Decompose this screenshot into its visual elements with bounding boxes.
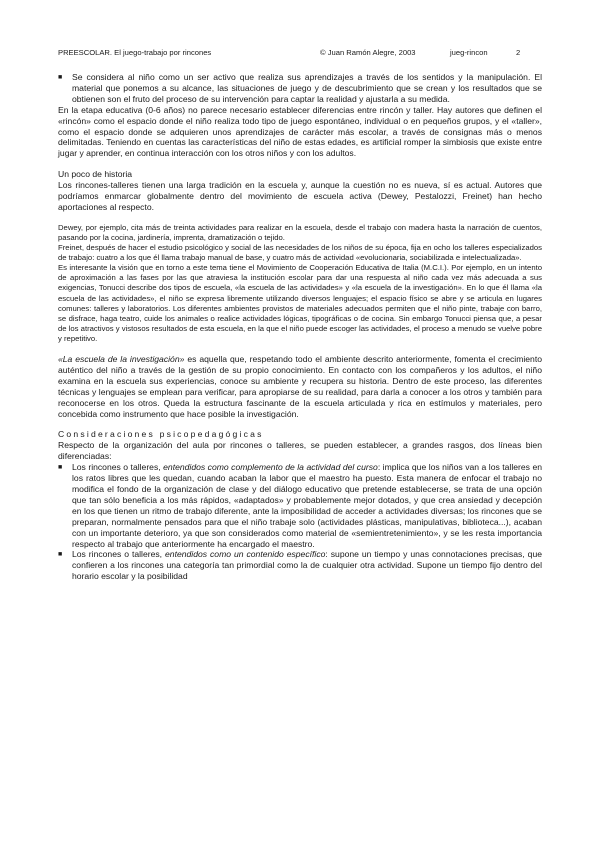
header-document-title: PREESCOLAR. El juego-trabajo por rincones bbox=[58, 48, 212, 57]
header-file-name: jueg-rincon bbox=[450, 48, 488, 57]
paragraph-freinet: Freinet, después de hacer el estudio psicológico y social de las necesidades de los niños de su época, fija en ocho los talleres especializados de trabajo: cuatro a los que él llama trabajo manual de base, y cuatro más de actividad «evolucionaria, sociabilizada e intelectualizada». bbox=[58, 243, 542, 263]
header-page-number: 2 bbox=[516, 48, 521, 57]
bullet-item-intro bbox=[58, 72, 542, 105]
bullet-contenido-text bbox=[72, 549, 542, 582]
bullet-contenido-emphasis: entendidos como un contenido específico bbox=[165, 549, 326, 560]
bullet-complemento-lead: Los rincones o talleres, bbox=[72, 462, 164, 473]
paragraph-tonucci: Es interesante la visión que en torno a este tema tiene el Movimiento de Cooperación Educativa de Italia (M.C.I.). Por ejemplo, en un intento de aproximación a las fases por las que atraviesa la institución escolar para dar una respuesta al niño cada vez más adecuada a sus exigencias, Tonucci describe dos tipos de escuela, «la escuela de las actividades» y «la escuela de la investigación». En lo que él llama «la escuela de las actividades», el niño se expresa libremente utilizando diversos lenguajes; el espacio físico se abre y se articula en lugares comunes: talleres y laboratorios. Los diferentes ambientes provistos de materiales adecuados permiten que el niño pinte, trabaje con barro, se disfrace, haga teatro, cuide los animales o realice actividades lógicas, tipográficas o de cocina. Sin embargo Tonucci piensa que, a pesar de los atractivos y vistosos resultados de esta escuela, en la que el niño puede escoger las actividades, el proceso a menudo se vuelve pobre y repetitivo. bbox=[58, 263, 542, 343]
bullet-complemento-rest: : implica que los niños van a los talleres en los ratos libres que les quedan, cuando acaban la labor que el maestro ha puesto. Esta manera de enfocar el trabajo no modifica el fondo de la organización de clase y del diálogo educativo que pretende establecerse, se trata de una opción que tan sólo beneficia a los más rápidos, «adaptados» y probablemente mejor dotados, y que crea ansiedad y decepción en los que tienen un ritmo de trabajo diferente, ante la imposibilidad de acceder a actividades diversas; los rincones que se preparan, normalmente pensados para que el niño trabaje solo (actividades plásticas, manipulativas, biblioteca...), acaban con un importante deterioro, ya que son considerados como material de «semientretenimiento», y se les resta importancia respecto al trabajo que anteriormente ha encargado el maestro. bbox=[72, 462, 543, 549]
paragraph-consideraciones: Respecto de la organización del aula por rincones o talleres, se pueden establecer, a grandes rasgos, dos líneas bien diferenciadas: bbox=[58, 440, 542, 462]
bullet-intro-text: Se considera al niño como un ser activo que realiza sus aprendizajes a través de los sentidos y la manipulación. El material que ponemos a su alcance, las situaciones de juego y de descubrimiento que se crean y los resultados que se obtienen son el fruto del proceso de su intervención para captar la realidad y ajustarla a su medida. bbox=[72, 72, 542, 104]
bullet-square-icon: ■ bbox=[58, 551, 63, 559]
header-copyright: © Juan Ramón Alegre, 2003 bbox=[320, 48, 416, 57]
bullet-complemento-text bbox=[72, 462, 542, 549]
history-details bbox=[58, 223, 542, 344]
investigacion-text: es aquella que, respetando todo el ambiente descrito anteriormente, fomenta el crecimiento auténtico del niño a través de la gestión de su propio conocimiento. En contacto con los compañeros y los adultos, el niño examina en la escuela sus experiencias, conoce su ambiente y recupera su historia. Dentro de este proceso, las diferentes técnicas y lenguajes se emplean para verificar, para apropiarse de su realidad, para darla a conocer a los otros y también para reconocerse en los otros. Queda la estructura fascinante de la escuela articulada y rica en estímulos y materiales, pero concebida como instrumento que hace posible la investigación. bbox=[58, 354, 542, 419]
paragraph-etapa: En la etapa educativa (0-6 años) no parece necesario establecer diferencias entre rincón y taller. Hay autores que definen el «rincón» como el espacio donde el niño realiza todo tipo de juego espontáneo, individual o en pequeños grupos, y el «taller», como el espacio donde se adquieren unos aprendizajes de carácter más escolar, a través de consignas más o menos delimitadas. Teniendo en cuentas las características del niño de estas edades, es artificial romper la simbiosis que existe entre jugar y aprender, en continua interacción con los otros niños y con los adultos. bbox=[58, 104, 542, 159]
bullet-complemento-emphasis: entendidos como complemento de la actividad del curso bbox=[163, 462, 378, 473]
paragraph-investigacion bbox=[58, 354, 542, 419]
bullet-item-contenido bbox=[58, 549, 542, 582]
section-title-historia: Un poco de historia bbox=[58, 169, 133, 180]
paragraph-dewey: Dewey, por ejemplo, cita más de treinta actividades para realizar en la escuela, desde el trabajo con madera hasta la narración de cuentos, pasando por la cocina, jardinería, imprenta, dramatización o tejido. bbox=[58, 222, 542, 242]
bullet-item-complemento bbox=[58, 462, 542, 549]
bullet-contenido-lead: Los rincones o talleres, bbox=[72, 549, 166, 560]
bullet-contenido-rest: : supone un tiempo y unas connotaciones precisas, que confieren a los rincones una categoría tan primordial como la de cualquier otra actividad. Supone un tiempo fijo dentro del horario escolar y la posibilidad bbox=[72, 549, 543, 582]
bullet-square-icon: ■ bbox=[58, 464, 63, 472]
investigacion-emphasis: «La escuela de la investigación» bbox=[58, 354, 185, 364]
page-header bbox=[58, 48, 542, 58]
bullet-square-icon: ■ bbox=[58, 74, 63, 81]
paragraph-historia: Los rincones-talleres tienen una larga tradición en la escuela y, aunque la cuestión no es nueva, sí es actual. Autores que podríamos enmarcar globalmente dentro del movimiento de escuela activa (Dewey, Pestalozzi, Freinet) han hecho aportaciones al respecto. bbox=[58, 180, 542, 212]
section-title-consideraciones: Consideraciones psicopedagógicas bbox=[58, 429, 264, 440]
document-body bbox=[58, 72, 542, 582]
